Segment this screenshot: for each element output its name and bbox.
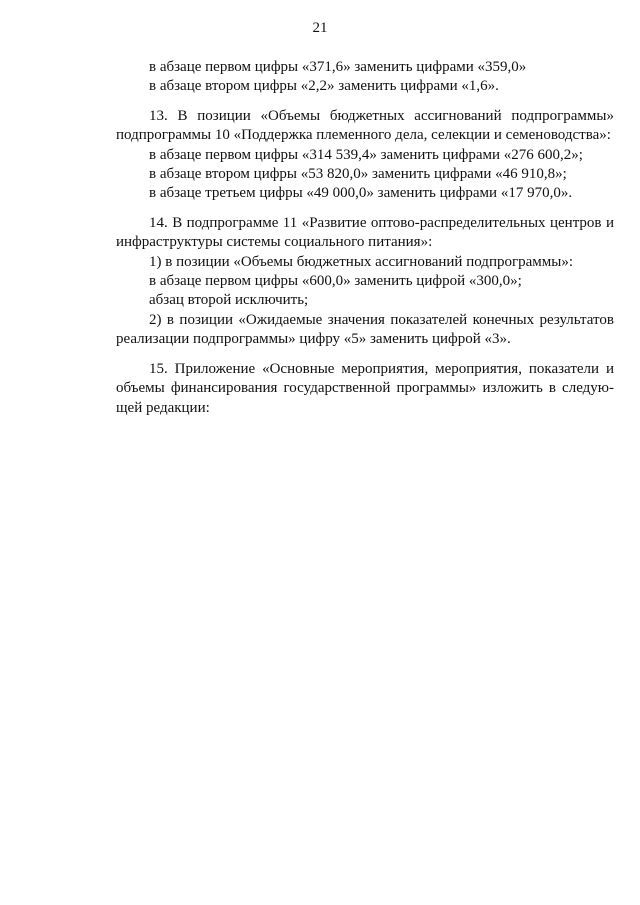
text-line: абзац второй исключить; [149, 292, 309, 309]
text-line: 13. В позиции «Объемы бюджетных ассигнований подпрограммы» [149, 107, 614, 124]
page-number: 21 [312, 20, 328, 36]
text-line: 14. В подпрограмме 11 «Развитие оптово-распределительных центров и [149, 214, 614, 231]
text-line: 2) в позиции «Ожидаемые значения показателей конечных результатов [149, 311, 614, 328]
text-line: 15. Приложение «Основные мероприятия, мероприятия, показатели и [149, 360, 614, 377]
text-line: в абзаце первом цифры «371,6» заменить цифрами «359,0» [149, 59, 527, 75]
paragraph-item-13 [116, 107, 614, 204]
text-line: объемы финансирования государственной программы» изложить в следую- [116, 380, 614, 397]
text-line: реализации подпрограммы» цифру «5» заменить цифрой «3». [116, 331, 511, 348]
text-line: в абзаце первом цифры «314 539,4» заменить цифрами «276 600,2»; [149, 146, 583, 163]
paragraph-continuation [116, 58, 614, 97]
text-line: щей редакции: [116, 399, 210, 416]
text-line: инфраструктуры системы социального питания»: [116, 234, 433, 251]
text-line: подпрограммы 10 «Поддержка племенного дела, селекции и семеноводства»: [116, 127, 611, 144]
text-line: в абзаце втором цифры «2,2» заменить цифрами «1,6». [149, 78, 499, 95]
paragraph-item-15 [116, 360, 614, 418]
text-line: в абзаце первом цифры «600,0» заменить цифрой «300,0»; [149, 273, 522, 290]
paragraph-item-14 [116, 214, 614, 350]
document-body [116, 58, 614, 418]
text-line: в абзаце третьем цифры «49 000,0» заменить цифрами «17 970,0». [149, 185, 573, 202]
text-line: 1) в позиции «Объемы бюджетных ассигнований подпрограммы»: [149, 253, 574, 270]
text-line: в абзаце втором цифры «53 820,0» заменить цифрами «46 910,8»; [149, 166, 567, 183]
